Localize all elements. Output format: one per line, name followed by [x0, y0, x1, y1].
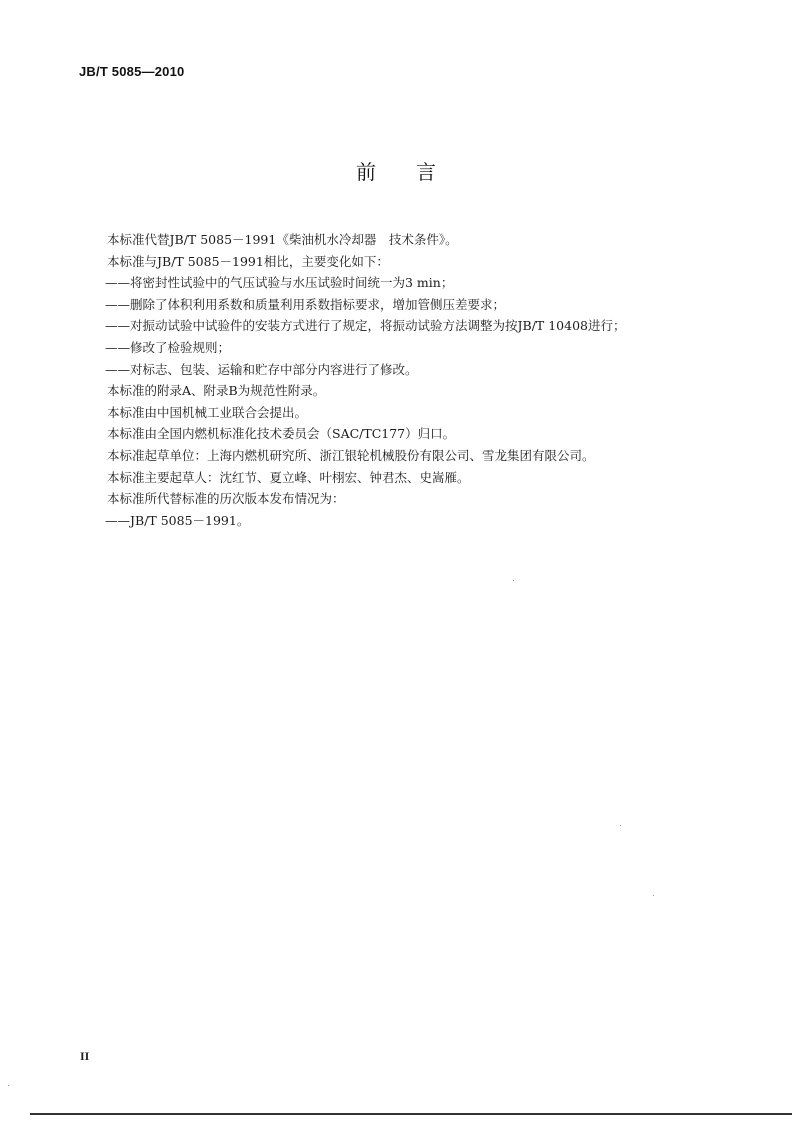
standard-code-header: JB/T 5085—2010	[79, 64, 185, 79]
change-item: ——将密封性试验中的气压试验与水压试验时间统一为3 min；	[105, 275, 454, 291]
change-item: ——对标志、包装、运输和贮存中部分内容进行了修改。	[105, 361, 418, 377]
change-item: ——对振动试验中试验件的安装方式进行了规定，将振动试验方法调整为按JB/T 10408进行；	[105, 318, 626, 334]
page-title: 前言	[356, 160, 476, 184]
scan-speck	[8, 1085, 9, 1086]
foreword-line: 本标准起草单位：上海内燃机研究所、浙江银轮机械股份有限公司、雪龙集团有限公司。	[107, 447, 595, 463]
foreword-line: 本标准主要起草人：沈红节、夏立峰、叶栩宏、钟君杰、史嵩雁。	[107, 469, 470, 485]
change-item: ——删除了体积利用系数和质量利用系数指标要求，增加管侧压差要求；	[105, 296, 506, 312]
scan-speck	[620, 825, 621, 826]
page-number: II	[80, 1049, 90, 1063]
change-item: ——JB/T 5085－1991。	[105, 512, 250, 528]
bottom-divider	[30, 1113, 792, 1115]
foreword-body	[107, 229, 747, 531]
change-item: ——修改了检验规则；	[105, 339, 231, 355]
foreword-line: 本标准代替JB/T 5085－1991《柴油机水冷却器 技术条件》。	[107, 232, 458, 247]
foreword-line: 本标准的附录A、附录B为规范性附录。	[107, 383, 326, 399]
foreword-line: 本标准由全国内燃机标准化技术委员会（SAC/TC177）归口。	[107, 426, 456, 442]
scan-speck	[653, 895, 654, 896]
foreword-line: 本标准与JB/T 5085－1991相比，主要变化如下：	[107, 253, 389, 269]
scan-speck	[513, 580, 514, 581]
foreword-line: 本标准由中国机械工业联合会提出。	[107, 404, 308, 420]
foreword-line: 本标准所代替标准的历次版本发布情况为：	[107, 491, 345, 507]
